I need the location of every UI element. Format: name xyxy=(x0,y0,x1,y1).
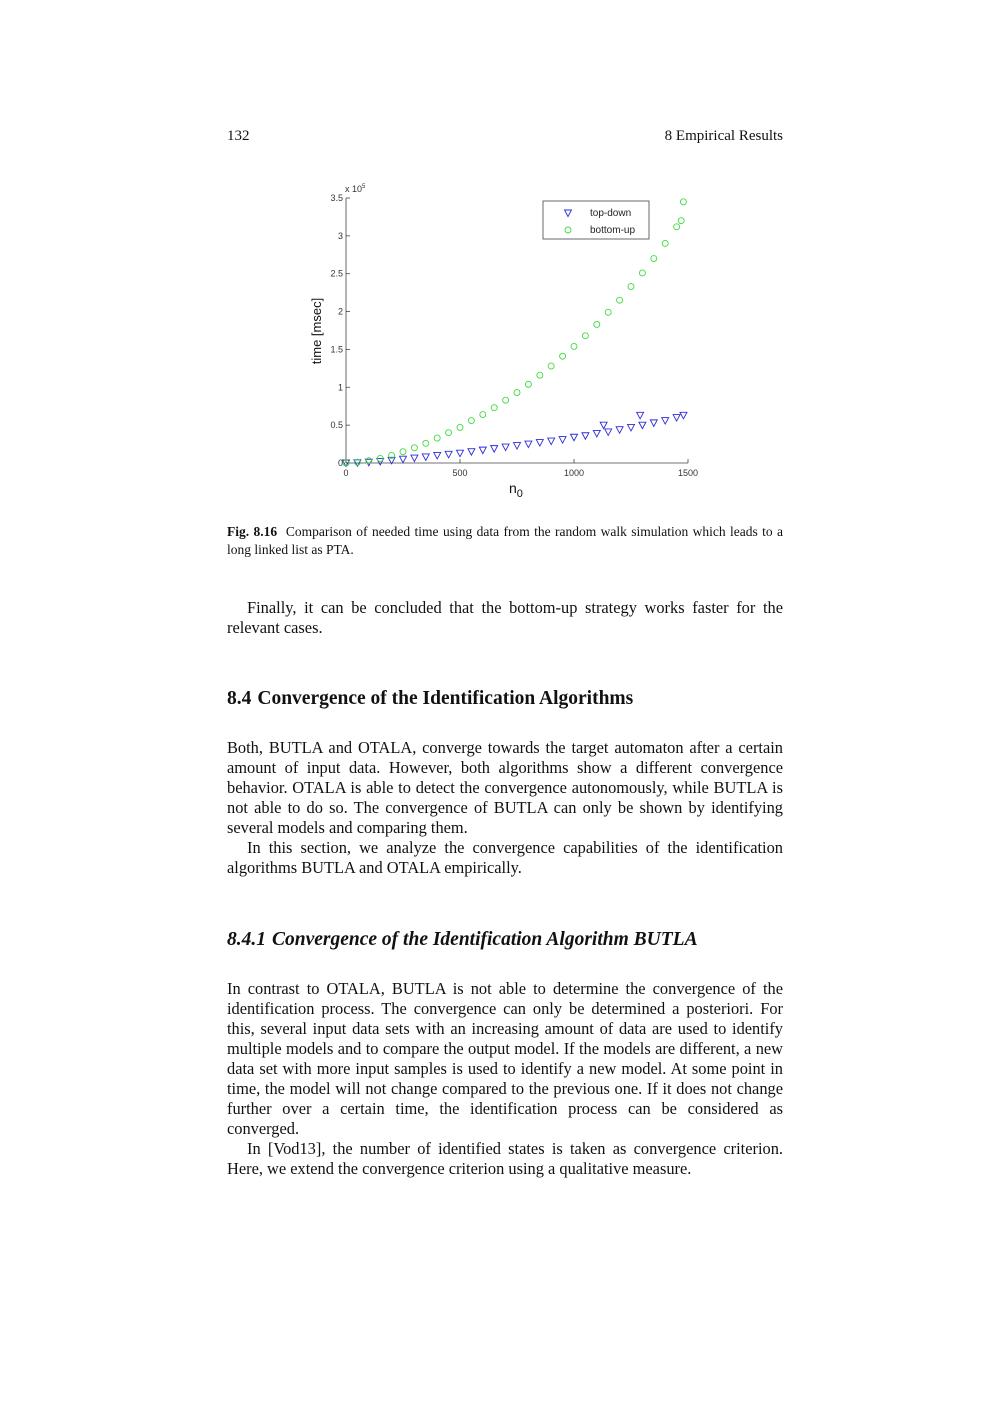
bottom-up-point xyxy=(491,405,497,411)
bottom-up-point xyxy=(480,412,486,418)
bottom-up-point xyxy=(674,224,680,230)
top-down-point xyxy=(582,433,589,440)
bottom-up-point xyxy=(662,240,668,246)
y-tick-label: 0.5 xyxy=(330,420,343,431)
section-8-4-1-body xyxy=(227,979,783,1179)
bottom-up-point xyxy=(628,284,634,290)
bottom-up-point xyxy=(468,418,474,424)
bottom-up-point xyxy=(525,381,531,387)
section-8-4-paragraph-2: In this section, we analyze the convergence capabilities of the identification algorithms BUTLA and OTALA empirically. xyxy=(227,838,783,877)
bottom-up-point xyxy=(423,440,429,446)
running-title: 8 Empirical Results xyxy=(664,128,783,144)
bottom-up-point xyxy=(651,256,657,262)
top-down-point xyxy=(536,440,543,447)
top-down-point xyxy=(525,441,532,448)
bottom-up-point xyxy=(678,218,684,224)
bottom-up-point xyxy=(457,424,463,430)
section-8-4-1-paragraph-1: In contrast to OTALA, BUTLA is not able to determine the convergence of the identification process. The convergence can only be determined a posteriori. For this, several input data sets with an increasing amount of data are used to identify multiple models and to compare the output model. If the models are different, a new data set with more input samples is used to identify a new model. At some point in time, the model will not change compared to the previous one. If it does not change further over a certain time, the identification process can be considered as converged. xyxy=(227,979,783,1138)
top-down-point xyxy=(479,447,486,454)
top-down-point xyxy=(639,422,646,429)
figure-chart xyxy=(300,178,720,508)
bottom-up-point xyxy=(400,449,406,455)
section-8-4-1-paragraph-2: In [Vod13], the number of identified states is taken as convergence criterion. Here, we extend the convergence criterion using a qualitative measure. xyxy=(227,1139,783,1178)
top-down-point xyxy=(605,429,612,436)
page-number: 132 xyxy=(227,128,250,144)
top-down-point xyxy=(445,451,452,458)
conclusion-paragraph: Finally, it can be concluded that the bottom-up strategy works faster for the relevant cases. xyxy=(227,598,783,637)
bottom-up-point xyxy=(617,297,623,303)
figure-caption xyxy=(227,523,783,559)
y-tick-label: 3 xyxy=(337,230,343,241)
bottom-up-point xyxy=(503,397,509,403)
section-8-4-paragraph-1: Both, BUTLA and OTALA, converge towards the target automaton after a certain amount of input data. However, both algorithms show a different convergence behavior. OTALA is able to detect the convergence autonomously, while BUTLA is not able to do so. The convergence of BUTLA can only be shown by identifying several models and comparing them. xyxy=(227,738,783,837)
bottom-up-point xyxy=(537,372,543,378)
y-tick-label: 0 xyxy=(337,458,343,468)
bottom-up-point xyxy=(411,445,417,451)
bottom-up-point xyxy=(446,430,452,436)
top-down-point xyxy=(468,449,475,456)
legend-label: bottom-up xyxy=(590,225,636,236)
top-down-point xyxy=(628,424,635,431)
figure-caption-text: Comparison of needed time using data from the random walk simulation which leads to a long linked list as PTA. xyxy=(227,524,784,557)
bottom-up-point xyxy=(605,309,611,315)
top-down-point xyxy=(616,427,623,434)
x-tick-label: 1000 xyxy=(563,468,585,478)
top-down-point xyxy=(434,452,441,459)
section-8-4-body xyxy=(227,738,783,878)
top-down-point xyxy=(422,454,429,461)
top-down-point xyxy=(400,456,407,463)
bottom-up-point xyxy=(582,333,588,339)
top-down-point xyxy=(571,434,578,441)
top-down-point xyxy=(502,444,509,451)
y-axis-label: time [msec] xyxy=(309,297,324,365)
bottom-up-point xyxy=(594,321,600,327)
top-down-point xyxy=(600,422,607,429)
bottom-up-point xyxy=(571,343,577,349)
x-tick-label: 0 xyxy=(343,468,349,478)
y-multiplier: x $10^5$ xyxy=(345,184,366,194)
top-down-point xyxy=(457,450,464,457)
x-tick-label: 1500 xyxy=(677,468,699,478)
top-down-point xyxy=(411,455,418,462)
section-heading-8-4-1: 8.4.1 Convergence of the Identification Algorithm BUTLA xyxy=(227,929,698,950)
y-tick-label: 3.5 xyxy=(330,193,343,203)
top-down-point xyxy=(559,437,566,444)
bottom-up-point xyxy=(680,199,686,205)
bottom-up-point xyxy=(560,353,566,359)
top-down-point xyxy=(637,412,644,419)
top-down-point xyxy=(680,412,687,419)
top-down-point xyxy=(491,446,498,453)
top-down-point xyxy=(548,438,555,445)
bottom-up-point xyxy=(548,363,554,369)
chart-legend xyxy=(543,201,649,239)
x-tick-label: 500 xyxy=(452,468,468,478)
top-down-point xyxy=(650,420,657,427)
top-down-point xyxy=(662,418,669,425)
figure-label: Fig. 8.16 xyxy=(227,524,278,539)
bottom-up-point xyxy=(639,270,645,276)
section-heading-8-4: 8.4 Convergence of the Identification Algorithms xyxy=(227,688,634,709)
y-tick-label: 1.5 xyxy=(330,344,343,355)
top-down-point xyxy=(514,443,521,450)
top-down-point xyxy=(593,430,600,437)
y-tick-label: 1 xyxy=(337,382,343,393)
bottom-up-point xyxy=(514,390,520,396)
top-down-point xyxy=(673,415,680,422)
y-tick-label: 2.5 xyxy=(330,268,343,279)
x-axis-label: $n_0$ xyxy=(509,480,523,500)
legend-label: top-down xyxy=(590,208,632,219)
y-tick-label: 2 xyxy=(337,306,343,317)
bottom-up-point xyxy=(434,435,440,441)
